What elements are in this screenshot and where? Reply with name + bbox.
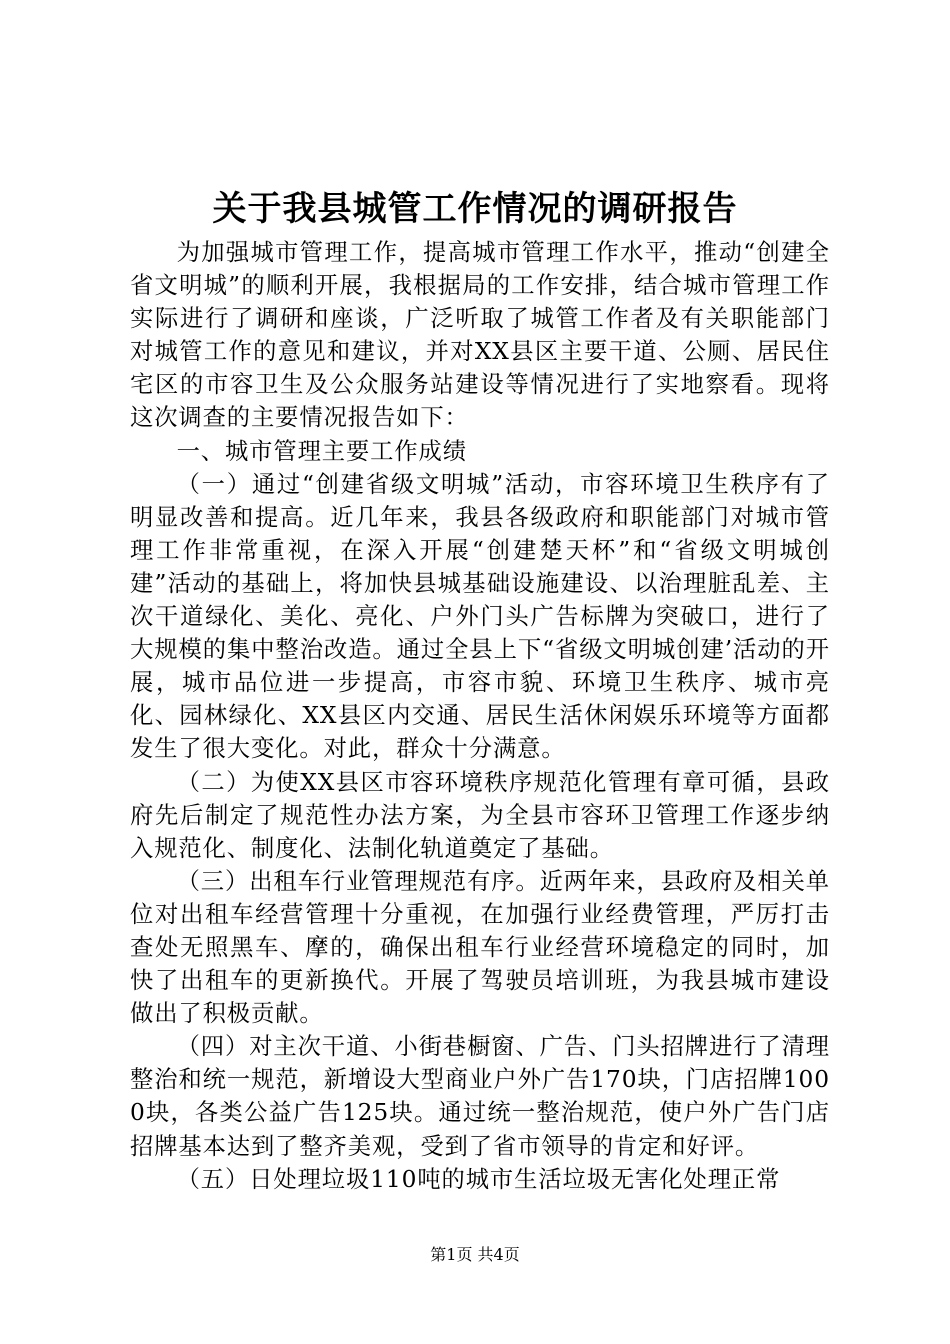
section-heading: 一、城市管理主要工作成绩 <box>176 437 467 465</box>
paragraph-item-4: （四）对主次干道、小街巷橱窗、广告、门头招牌进行了清理整治和统一规范，新增设大型商业户外广告170块，门店招牌1000块，各类公益广告125块。通过统一整治规范，使户外广告门店招牌基本达到了整齐美观，受到了省市领导的肯定和好评。 <box>130 1033 830 1160</box>
paragraph-item-1: （一）通过“创建省级文明城”活动，市容环境卫生秩序有了明显改善和提高。近几年来，我县各级政府和职能部门对城市管理工作非常重视，在深入开展“创建楚天杯”和“省级文明城创建”活动的基础上，将加快县城基础设施建设、以治理脏乱差、主次干道绿化、美化、亮化、户外门头广告标牌为突破口，进行了大规模的集中整治改造。通过全县上下“省级文明城创建’活动的开展，城市品位进一步提高，市容市貌、环境卫生秩序、城市亮化、园林绿化、XX县区内交通、居民生活休闲娱乐环境等方面都发生了很大变化。对此，群众十分满意。 <box>130 470 830 763</box>
paragraph-item-3: （三）出租车行业管理规范有序。近两年来，县政府及相关单位对出租车经营管理十分重视，在加强行业经费管理，严厉打击查处无照黑车、摩的，确保出租车行业经营环境稳定的同时，加快了出租车的更新换代。开展了驾驶员培训班，为我县城市建设做出了积极贡献。 <box>130 867 830 1028</box>
paragraph-item-5: （五）日处理垃圾110吨的城市生活垃圾无害化处理正常 <box>176 1165 781 1193</box>
page-number-footer: 第1页 共4页 <box>430 1245 520 1264</box>
document-body <box>130 236 830 1196</box>
document-title: 关于我县城管工作情况的调研报告 <box>212 189 738 229</box>
paragraph-item-2: （二）为使XX县区市容环境秩序规范化管理有章可循，县政府先后制定了规范性办法方案，为全县市容环卫管理工作逐步纳入规范化、制度化、法制化轨道奠定了基础。 <box>130 768 830 862</box>
paragraph-intro: 为加强城市管理工作，提高城市管理工作水平，推动“创建全省文明城”的顺利开展，我根据局的工作安排，结合城市管理工作实际进行了调研和座谈，广泛听取了城管工作者及有关职能部门对城管工作的意见和建议，并对XX县区主要干道、公厕、居民住宅区的市容卫生及公众服务站建设等情况进行了实地察看。现将这次调查的主要情况报告如下： <box>130 239 830 432</box>
